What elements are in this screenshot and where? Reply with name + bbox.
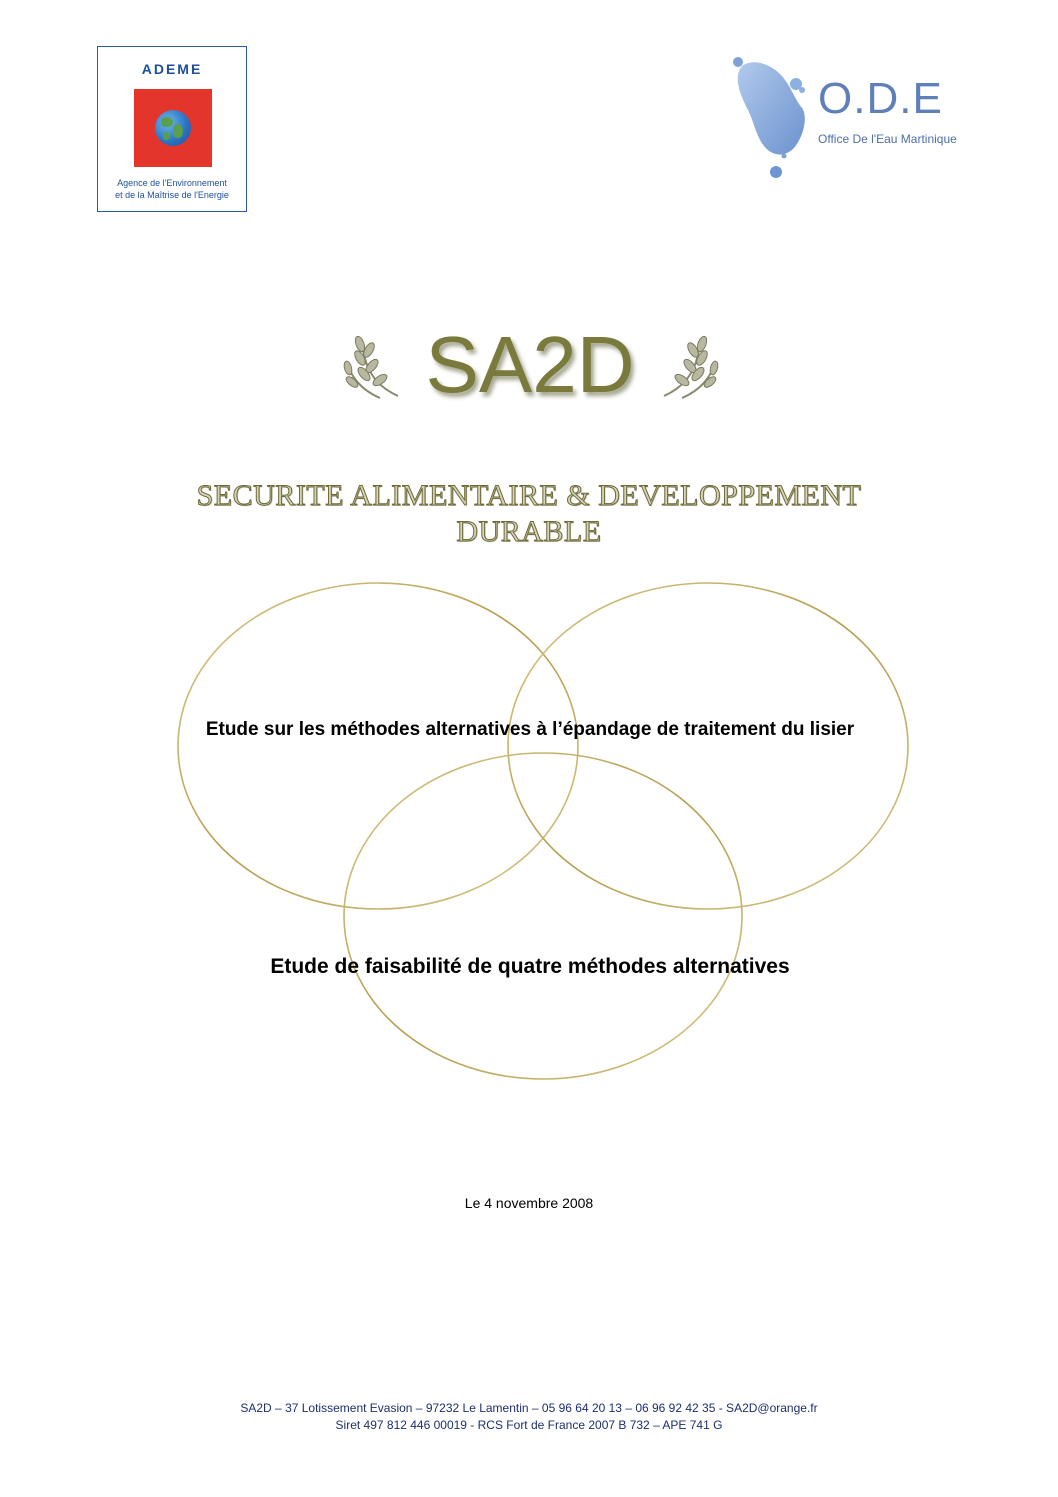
subtitle-feasibility: Etude de faisabilité de quatre méthodes alternatives — [270, 955, 790, 978]
venn-circle-left — [178, 583, 578, 909]
subtitle-study: Etude sur les méthodes alternatives à l’épandage de traitement du lisier — [205, 719, 855, 740]
document-title-line2: DURABLE — [456, 515, 602, 548]
footer — [0, 1400, 1058, 1434]
ademe-caption-line2: et de la Maîtrise de l'Energie — [115, 190, 229, 200]
venn-circle-right — [508, 583, 908, 909]
document-date: Le 4 novembre 2008 — [464, 1195, 594, 1211]
ademe-wordmark: ADEME — [141, 61, 203, 77]
venn-circle-bottom — [344, 753, 742, 1079]
ode-caption: Office De l'Eau Martinique — [818, 132, 957, 146]
footer-line1: SA2D – 37 Lotissement Evasion – 97232 Le Lamentin – 05 96 64 20 13 – 06 96 92 42 35 - SA2D@orange.fr — [240, 1401, 818, 1415]
document-title-line1: SECURITE ALIMENTAIRE & DEVELOPPEMENT — [196, 479, 862, 512]
sa2d-wordmark: SA2D — [425, 320, 635, 409]
footer-line2: Siret 497 812 446 00019 - RCS Fort de France 2007 B 732 – APE 741 G — [335, 1418, 723, 1432]
ode-wordmark: O.D.E — [818, 74, 943, 123]
ademe-caption-line1: Agence de l'Environnement — [117, 178, 227, 188]
